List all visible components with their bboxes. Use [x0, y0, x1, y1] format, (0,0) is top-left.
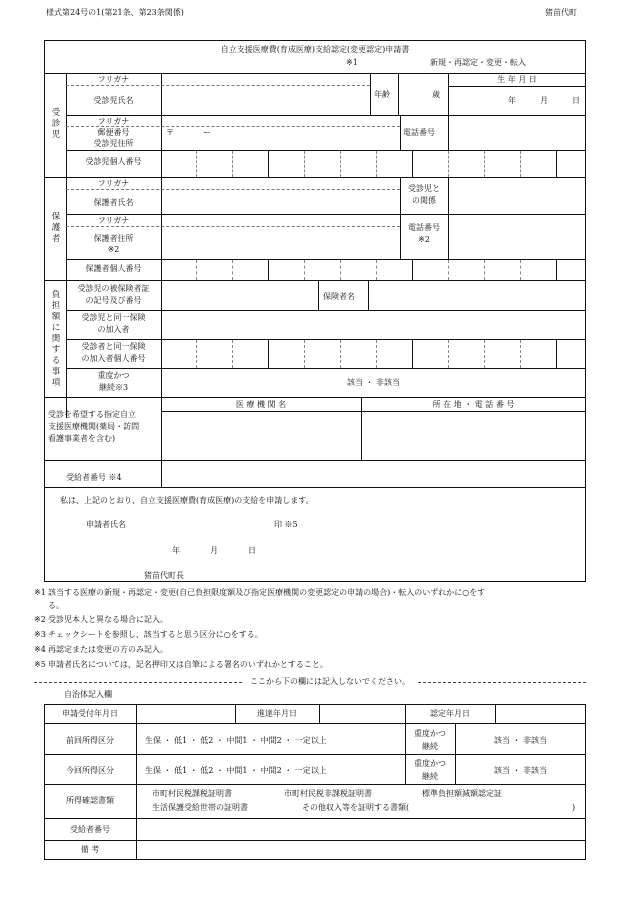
insured-card-label: 受診児の被保険者証: [77, 284, 150, 293]
postal-label: 郵便番号: [97, 128, 130, 137]
birth-day-unit: 日: [572, 96, 580, 105]
note-1-mark: ※1: [34, 588, 46, 597]
severe-continuous-choice[interactable]: 該当 ・ 非該当: [346, 378, 401, 387]
patient-name-field[interactable]: [162, 86, 370, 110]
guardian-furigana-label: フリガナ: [97, 179, 130, 188]
prev-severe-choice[interactable]: 該当 ・ 非該当: [493, 736, 548, 745]
same-insurance-number-label-2: の加入者個人番号: [81, 354, 146, 363]
guardian-phone-field[interactable]: [449, 215, 585, 258]
same-insurance-label: 受診児と同一保険: [81, 313, 146, 322]
form-title: 自立支援医療費(育成医療)支給認定(変更認定)申請書: [220, 45, 410, 54]
insurer-label: 保険者名: [323, 292, 355, 301]
postal-dash: ー: [203, 128, 211, 137]
birth-month-unit: 月: [540, 96, 548, 105]
curr-income-label: 今回所得区分: [66, 766, 114, 775]
date-year-unit: 年: [172, 546, 180, 555]
received-date-label: 申請受付年月日: [62, 709, 118, 718]
declaration-text: 私は、上記のとおり、自立支援医療費(育成医療)の支給を申請します。: [60, 496, 314, 505]
patient-age-unit: 歳: [432, 90, 440, 99]
date-month-unit: 月: [210, 546, 218, 555]
institution-name-header: 医 療 機 関 名: [235, 400, 287, 409]
note-3-mark: ※3: [34, 630, 46, 639]
doc-reduction-certificate[interactable]: 標準負担額減額認定証: [422, 789, 502, 798]
guardian-address-label: 保護者住所: [93, 234, 134, 243]
relation-label: 受診児と: [408, 184, 440, 193]
addressee: 猪苗代町長: [144, 571, 184, 580]
patient-address-label: 受診児住所: [93, 139, 134, 148]
date-day-unit: 日: [248, 546, 256, 555]
doc-nontax-certificate[interactable]: 市町村民税非課税証明書: [284, 789, 372, 798]
doc-welfare-certificate[interactable]: 生活保護受給世帯の証明書: [152, 803, 248, 812]
received-date-field[interactable]: [137, 705, 234, 722]
prev-severe-label-2: 継続: [422, 742, 438, 751]
same-insurance-field[interactable]: [162, 311, 585, 338]
guardian-name-field[interactable]: [162, 190, 400, 212]
severe-continuous-label-2: 継続※3: [98, 383, 129, 392]
seal-label: 印 ※5: [274, 520, 298, 529]
severe-continuous-label: 重度かつ: [97, 371, 130, 380]
curr-severe-label-2: 継続: [422, 772, 438, 781]
applicant-name-label: 申請者氏名: [86, 520, 126, 529]
divider-text: ここから下の欄には記入しないでください。: [250, 677, 410, 686]
curr-income-choices[interactable]: 生保 ・ 低1 ・ 低2 ・ 中間1 ・ 中間2 ・ 一定以上: [145, 766, 327, 775]
recipient-number-field[interactable]: [162, 461, 585, 486]
patient-name-label: 受診児氏名: [93, 96, 134, 105]
municipal-recipient-field[interactable]: [137, 819, 585, 840]
patient-age-label: 年齢: [374, 90, 390, 99]
patient-phone-field[interactable]: [449, 116, 585, 149]
guardian-phone-mark: ※2: [418, 235, 430, 244]
approved-date-field[interactable]: [496, 705, 585, 722]
prev-income-choices[interactable]: 生保 ・ 低1 ・ 低2 ・ 中間1 ・ 中間2 ・ 一定以上: [145, 736, 327, 745]
guardian-section-label: 保 護 者: [51, 212, 61, 244]
note-4: 再認定または変更の方のみ記入。: [48, 645, 168, 654]
guardian-phone-label: 電話番号: [408, 223, 440, 232]
guardian-address-field[interactable]: [162, 227, 400, 258]
insured-card-field[interactable]: [162, 281, 318, 309]
municipal-heading: 自治体記入欄: [64, 690, 112, 699]
prev-severe-label: 重度かつ: [414, 729, 446, 738]
guardian-name-label: 保護者氏名: [93, 198, 134, 207]
burden-section-label: 負 担 額 に 関 す る 事 項: [51, 290, 61, 388]
form-number: 様式第24号の1(第21条、第23条関係): [46, 8, 184, 17]
patient-mynumber-label: 受診児個人番号: [85, 157, 142, 166]
note-3: チェックシートを参照し、該当すると思う区分に○をする。: [48, 630, 263, 639]
title-note-mark: ※1: [346, 58, 358, 67]
progress-date-label: 進達年月日: [257, 709, 297, 718]
doc-other-income[interactable]: その他収入等を証明する書類(: [302, 803, 410, 812]
relation-label-2: の関係: [412, 196, 436, 205]
note-5: 申請者氏名については、記名押印又は自筆による署名のいずれかとすること。: [48, 660, 328, 669]
approved-date-label: 認定年月日: [430, 709, 470, 718]
birthdate-label: 生 年 月 日: [497, 75, 537, 84]
guardian-address-mark: ※2: [107, 245, 120, 254]
curr-severe-choice[interactable]: 該当 ・ 非該当: [493, 766, 548, 775]
town-name: 猪苗代町: [545, 8, 577, 17]
insurer-field[interactable]: [369, 281, 585, 309]
patient-address-field[interactable]: [162, 127, 400, 149]
curr-severe-label: 重度かつ: [414, 759, 446, 768]
note-2-mark: ※2: [34, 615, 46, 624]
prev-income-label: 前回所得区分: [66, 736, 114, 745]
doc-other-close: ): [572, 803, 576, 812]
birth-year-unit: 年: [508, 96, 516, 105]
same-insurance-number-label: 受診者と同一保険: [81, 342, 146, 351]
note-2: 受診児本人と異なる場合に記入。: [48, 615, 168, 624]
patient-phone-label: 電話番号: [403, 128, 435, 137]
patient-furigana-label: フリガナ: [97, 75, 130, 84]
postal-mark: 〒: [166, 128, 174, 137]
guardian-mynumber-label: 保護者個人番号: [85, 264, 142, 273]
patient-furigana2-label: フリガナ: [97, 117, 130, 126]
institution-name-field[interactable]: [162, 412, 360, 459]
income-docs-label: 所得確認書類: [66, 796, 114, 805]
note-4-mark: ※4: [34, 645, 46, 654]
same-insurance-label-2: の加入者: [97, 325, 130, 334]
institution-label: 受診を希望する指定自立: [48, 410, 136, 419]
guardian-furigana2-label: フリガナ: [97, 216, 130, 225]
doc-tax-certificate[interactable]: 市町村民税課税証明書: [152, 789, 232, 798]
insured-card-label-2: の記号及び番号: [85, 296, 142, 305]
remarks-field[interactable]: [137, 841, 585, 859]
note-5-mark: ※5: [34, 660, 46, 669]
note-1-cont: る。: [48, 601, 64, 610]
recipient-number-label: 受給者番号 ※4: [66, 473, 122, 482]
patient-section-label: 受 診 児: [51, 108, 61, 140]
institution-label-2: 支援医療機関(薬局・訪問: [48, 422, 140, 431]
municipal-recipient-label: 受給者番号: [70, 825, 110, 834]
institution-address-header: 所 在 地 ・ 電 話 番 号: [432, 400, 515, 409]
application-type-choices[interactable]: 新規・再認定・変更・転入: [430, 58, 526, 67]
remarks-label: 備 考: [80, 845, 100, 854]
note-1: 該当する医療の新規・再認定・変更(自己負担限度額及び指定医療機関の変更認定の申請の場合)・転入のいずれかに○をす: [48, 588, 486, 597]
institution-address-field[interactable]: [362, 412, 585, 459]
institution-label-3: 看護事業者を含む): [48, 434, 116, 443]
progress-date-field[interactable]: [320, 705, 404, 722]
